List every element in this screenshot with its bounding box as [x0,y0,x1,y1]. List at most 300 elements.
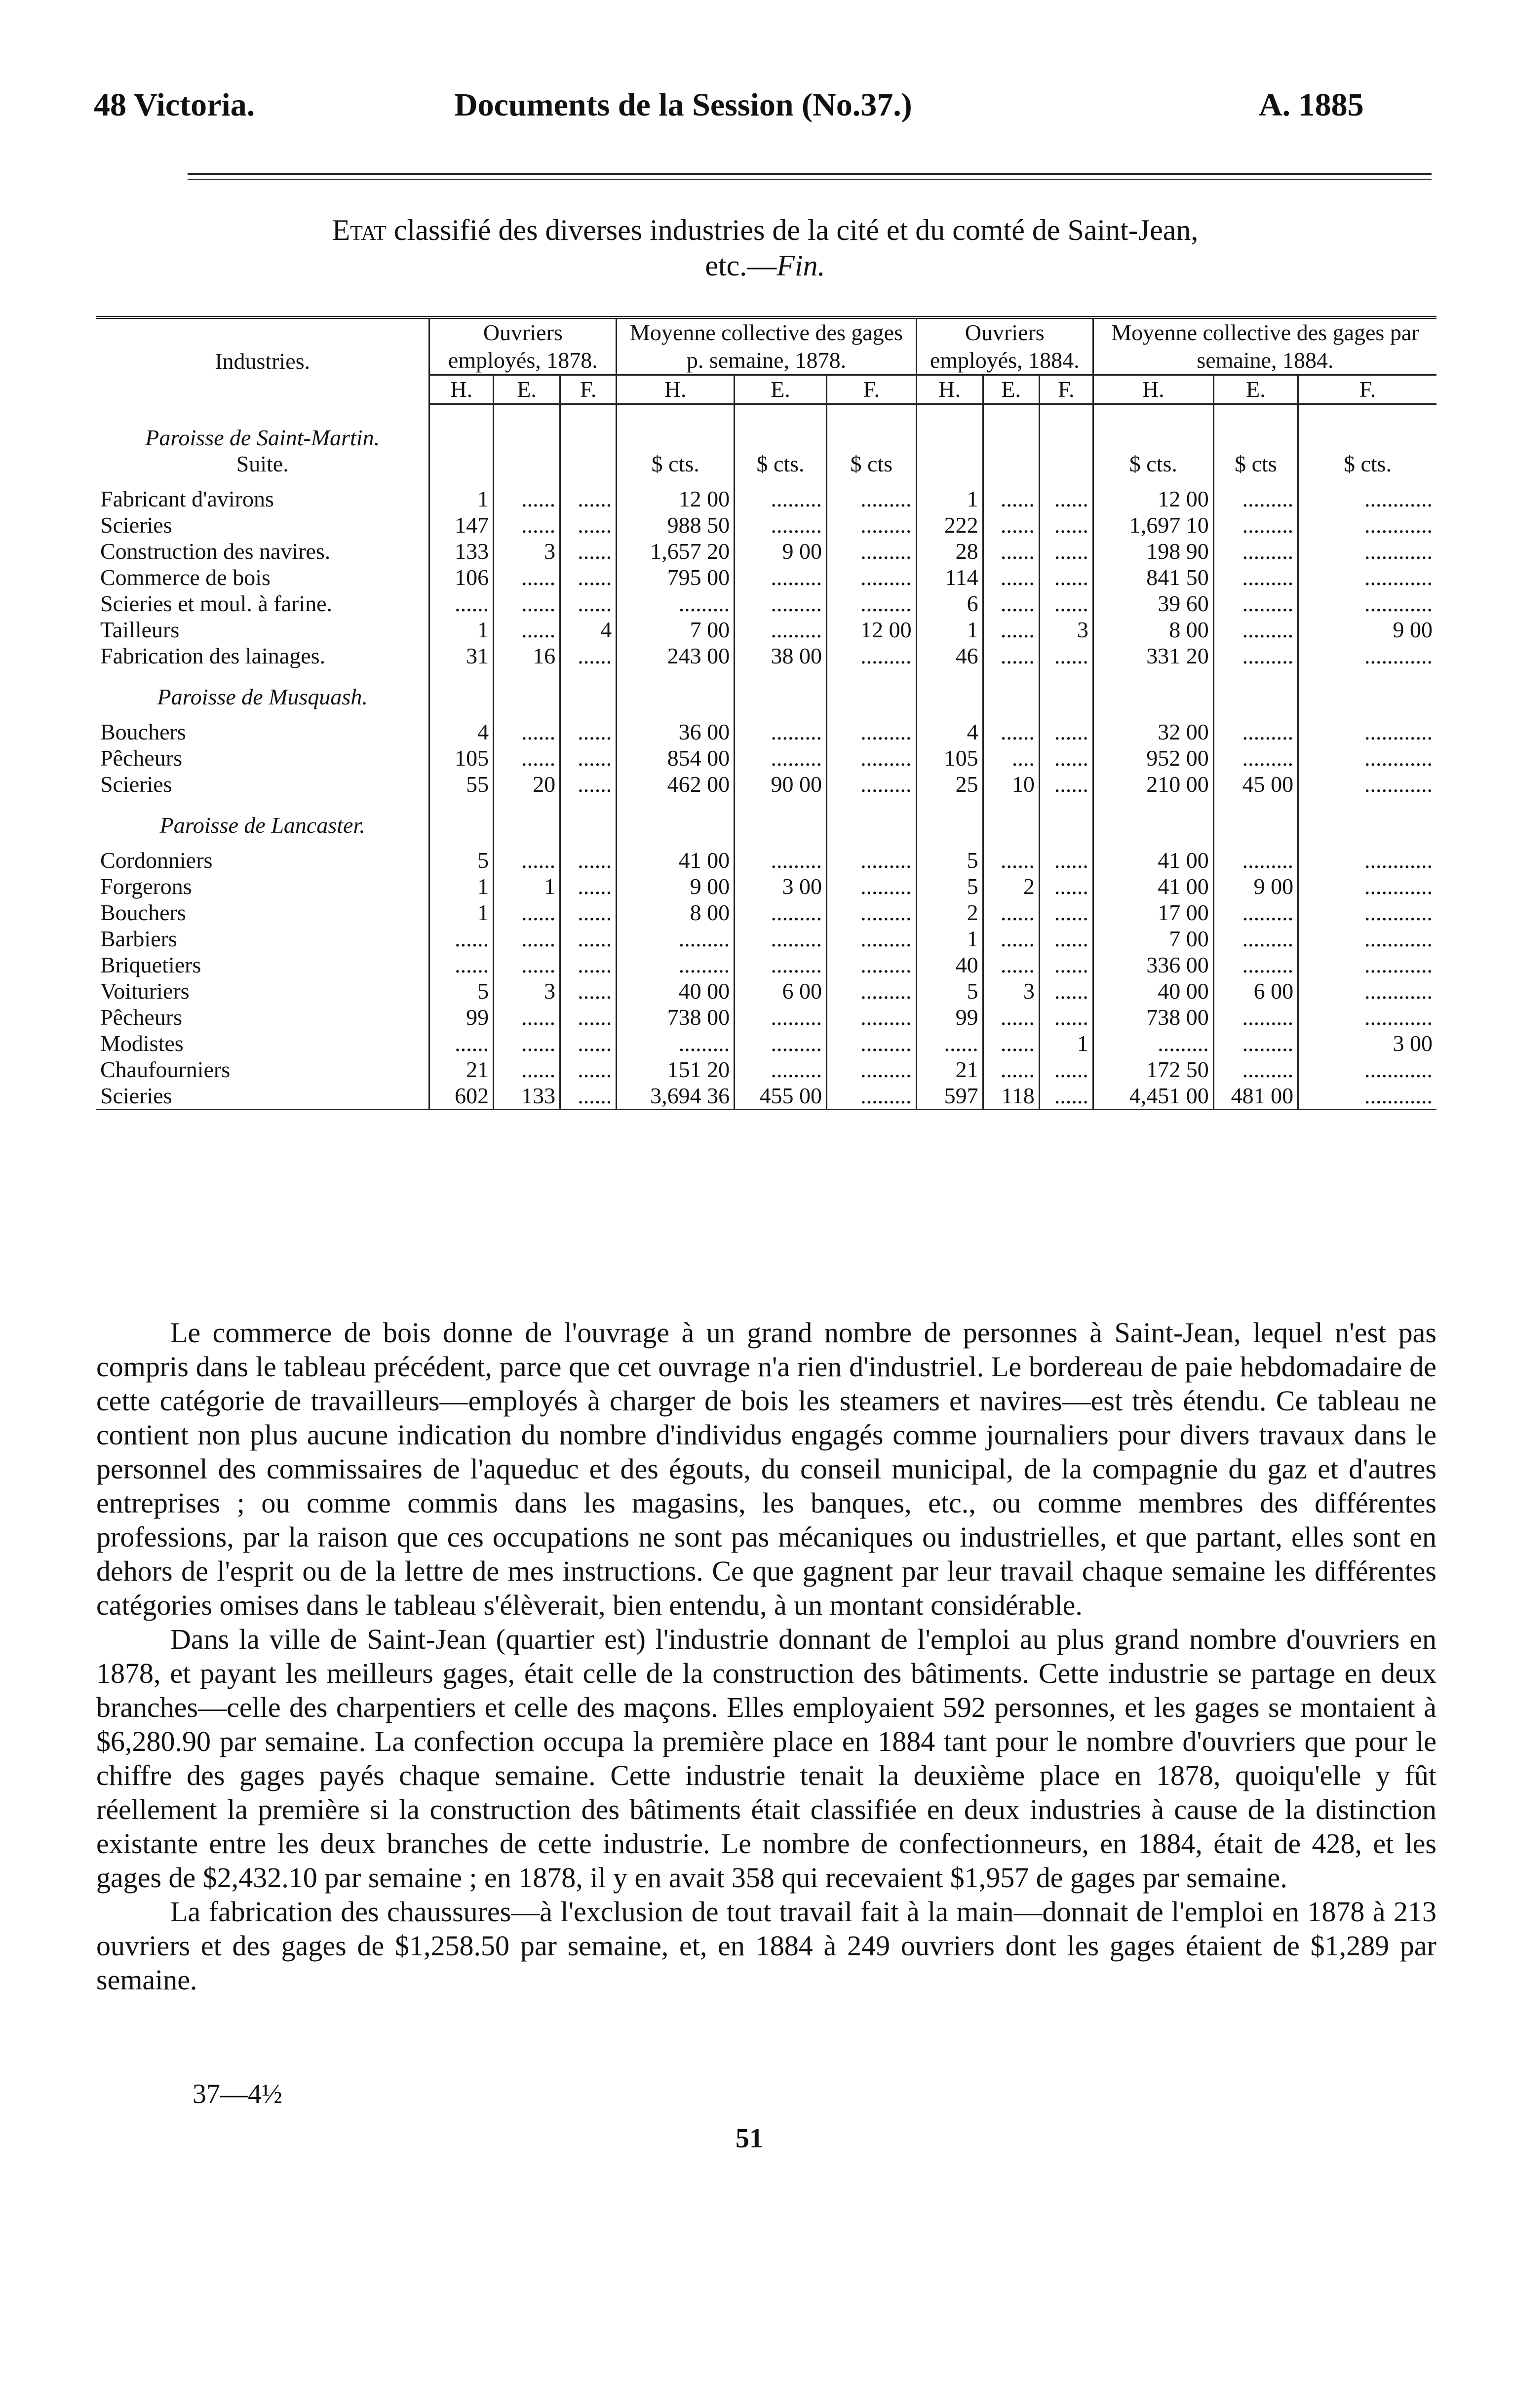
table-cell: ............ [1364,772,1433,797]
table-cell: ............ [1298,1083,1436,1110]
industry-label: Voituriers [96,978,429,1004]
industry-label: Fabricant d'avirons [96,486,429,512]
table-cell: ............ [1364,512,1433,538]
table-cell: ...... [560,486,617,512]
table-row [96,1056,1436,1083]
table-cell: 222 [916,512,983,538]
table-cell: 36 00 [617,719,735,745]
table-cell: ............ [1364,643,1433,668]
table-cell: ......... [826,1004,916,1030]
table-cell: ...... [983,617,1039,643]
table-cell: ......... [826,899,916,926]
table-cell: 795 00 [617,564,735,590]
col-gages-1878: Moyenne collective des gages p. semaine, 1878. [617,317,916,375]
table-cell: ............ [1364,1057,1433,1082]
table-cell: 8 00 [1093,617,1213,643]
table-cell: 12 00 [1093,486,1213,512]
col-e: E. [735,375,827,404]
table-row [96,643,1436,669]
table-cell: ......... [735,899,827,926]
page-number: 51 [736,2123,763,2154]
header-left: 48 Victoria. [94,87,255,123]
unit-label: $ cts [826,451,916,477]
table-cell: ......... [826,719,916,745]
table-cell: ...... [1039,512,1093,538]
table-cell: ...... [983,847,1039,873]
table-cell: ......... [826,978,916,1004]
industry-label: Bouchers [96,719,429,745]
table-row [96,847,1436,873]
table-cell: 1 [429,486,494,512]
table-cell: ...... [560,719,617,745]
table-cell: ...... [983,1056,1039,1083]
unit-label: $ cts. [1343,451,1392,476]
industry-label: Briquetiers [96,952,429,978]
spacer-row [96,710,1436,719]
table-cell: 1 [916,486,983,512]
col-f: F. [1039,375,1093,404]
table-cell: ......... [826,538,916,564]
table-cell: 597 [916,1083,983,1110]
header-rule-thin [188,179,1432,180]
table-cell: 455 00 [735,1083,827,1110]
col-e: E. [983,375,1039,404]
paragraph: La fabrication des chaussures—à l'exclusion de tout travail fait à la main—donnait de l'emploi en 1878 à 213 ouvriers et des gages de $1,258.50 par semaine, et, en 1884 à 249 ouvriers dont les gages étaient de $1,289 par semaine. [96,1896,1436,1996]
table-cell: 133 [494,1083,560,1110]
col-e: E. [1213,375,1298,404]
table-cell: ...... [494,617,560,643]
table-cell: ...... [560,926,617,952]
industries-table [96,316,1436,1110]
table-cell: 106 [429,564,494,590]
table-cell: ............ [1364,486,1433,511]
table-cell: ...... [560,564,617,590]
table-cell: ......... [826,643,916,669]
table-cell: 952 00 [1093,745,1213,771]
table-cell: ......... [826,771,916,797]
table-cell: ...... [494,926,560,952]
table-cell: 988 50 [617,512,735,538]
table-cell: 5 [916,978,983,1004]
table-cell: ......... [826,512,916,538]
table-title [99,212,1432,283]
industry-label: Cordonniers [96,847,429,873]
table-cell: ...... [494,952,560,978]
table-row [96,1083,1436,1110]
table-cell: 5 [916,873,983,899]
table-cell: ............ [1364,900,1433,925]
table-cell: 3 [1039,617,1093,643]
table-cell: ......... [1213,847,1298,873]
table-cell: ...... [560,1083,617,1110]
title-line2b: Fin. [776,249,825,282]
table-cell: ...... [560,952,617,978]
table-cell: ......... [826,590,916,617]
table-cell: ...... [1039,847,1093,873]
header-rule [188,173,1432,175]
table-row [96,564,1436,590]
col-f: F. [826,375,916,404]
table-cell: ...... [1039,978,1093,1004]
table-row [96,926,1436,952]
unit-label: $ cts. [1093,451,1213,477]
industry-label: Fabrication des lainages. [96,643,429,669]
table-cell: 105 [429,745,494,771]
table-cell: ...... [494,1004,560,1030]
table-cell: ......... [1213,1004,1298,1030]
table-cell: 40 00 [617,978,735,1004]
table-cell: 3 00 [1393,1031,1433,1056]
table-cell: ...... [429,926,494,952]
table-cell: ......... [735,745,827,771]
table-cell: 7 00 [617,617,735,643]
table-cell: 39 60 [1093,590,1213,617]
table-cell: 41 00 [1093,847,1213,873]
prose [96,1316,1436,1997]
table-cell: 9 00 [735,538,827,564]
table-cell: 1 [494,873,560,899]
col-h: H. [617,375,735,404]
table-cell: ...... [983,719,1039,745]
table-cell: ............ [1364,565,1433,590]
table-cell: ......... [1213,590,1298,617]
section-name: Paroisse de Musquash. [96,684,429,710]
table-cell: ...... [560,873,617,899]
table-cell: 198 90 [1093,538,1213,564]
table-cell: ......... [1213,899,1298,926]
table-cell: 331 20 [1093,643,1213,669]
table-cell: 21 [916,1056,983,1083]
table-cell: ...... [1039,486,1093,512]
table-cell: 1 [916,926,983,952]
table-row [96,719,1436,745]
table-cell: ...... [560,1004,617,1030]
section-name: Paroisse de Saint-Martin. [96,425,429,451]
table-cell: ......... [735,1030,827,1056]
table-cell: 243 00 [617,643,735,669]
table-cell: 147 [429,512,494,538]
table-cell: 738 00 [1093,1004,1213,1030]
table-cell: ......... [826,564,916,590]
table-cell: 40 [916,952,983,978]
col-ouvriers-1878: Ouvriers employés, 1878. [429,317,617,375]
table-cell: ............ [1364,952,1433,977]
table-cell: 9 00 [617,873,735,899]
spacer-row [96,404,1436,425]
spacer-row [96,669,1436,684]
col-h: H. [1093,375,1213,404]
table-row [96,873,1436,899]
table-cell: 1 [429,617,494,643]
table-cell: ...... [1039,1083,1093,1110]
table-cell: 118 [983,1083,1039,1110]
table-cell: 32 00 [1093,719,1213,745]
title-text: classifié des diverses industries de la cité et du comté de Saint-Jean, [386,214,1199,246]
title-lead: Etat [332,214,387,246]
table-cell: ......... [735,1056,827,1083]
table-cell: ...... [983,1004,1039,1030]
table-cell: ...... [1039,873,1093,899]
table-row [96,538,1436,564]
table-cell: ...... [983,952,1039,978]
table-cell: ...... [1039,564,1093,590]
table-cell: ...... [983,590,1039,617]
table-cell: 4 [916,719,983,745]
section-row [96,425,1436,451]
table-cell: ......... [826,1056,916,1083]
table-cell: 3 00 [735,873,827,899]
table-cell: 12 00 [826,617,916,643]
table-cell: ...... [1039,719,1093,745]
unit-label: $ cts. [617,451,735,477]
table-cell: ...... [429,1030,494,1056]
table-cell: 55 [429,771,494,797]
table-cell: 151 20 [617,1056,735,1083]
table-cell: ......... [735,847,827,873]
table-cell: 1,657 20 [617,538,735,564]
signature-mark: 37—4½ [193,2079,282,2109]
table-cell: 40 00 [1093,978,1213,1004]
table-cell: ...... [560,643,617,669]
table-cell: 172 50 [1093,1056,1213,1083]
table-cell: ......... [735,952,827,978]
table-cell: ...... [494,719,560,745]
table-cell: ...... [983,1030,1039,1056]
table-cell: ...... [560,978,617,1004]
table-cell: ...... [983,643,1039,669]
table-cell: 9 00 [1213,873,1298,899]
table-cell: ...... [560,899,617,926]
table-cell: 602 [429,1083,494,1110]
table-cell: ...... [983,926,1039,952]
table-cell: ...... [983,899,1039,926]
table-cell: ...... [494,899,560,926]
table-cell: ...... [983,538,1039,564]
table-cell: 99 [916,1004,983,1030]
table-cell: 3,694 36 [617,1083,735,1110]
table-cell: ......... [1213,1056,1298,1083]
table-cell: ...... [560,512,617,538]
table-cell: 20 [494,771,560,797]
table-cell: ...... [1039,643,1093,669]
table-cell: 210 00 [1093,771,1213,797]
table-cell: 105 [916,745,983,771]
table-cell: ......... [1213,926,1298,952]
table-cell: ...... [983,564,1039,590]
table-cell: ......... [1213,538,1298,564]
table-cell: 1 [429,899,494,926]
table-cell: 841 50 [1093,564,1213,590]
table-cell: ......... [826,847,916,873]
table-cell: ......... [617,590,735,617]
table-cell: ......... [735,617,827,643]
table-cell: ............ [1364,719,1433,744]
table-cell: 25 [916,771,983,797]
industry-label: Pêcheurs [96,745,429,771]
table-row [96,745,1436,771]
table-cell: ............ [1364,874,1433,899]
table-cell: 3 [983,978,1039,1004]
table-cell: ...... [494,486,560,512]
table-cell: ......... [1213,486,1298,512]
table-cell: ......... [1213,1030,1298,1056]
table-cell: ......... [735,590,827,617]
table-cell: 6 [916,590,983,617]
table-cell: ...... [494,564,560,590]
table-row [96,771,1436,797]
table-cell: ...... [983,512,1039,538]
industry-label: Commerce de bois [96,564,429,590]
table-cell: 5 [916,847,983,873]
spacer-row [96,838,1436,847]
table-cell: ...... [494,745,560,771]
table-cell: ......... [826,745,916,771]
table-cell: ......... [1213,745,1298,771]
table-cell: ......... [826,1030,916,1056]
industry-label: Pêcheurs [96,1004,429,1030]
table-cell: 3 [494,538,560,564]
table-cell: ...... [494,590,560,617]
col-e: E. [494,375,560,404]
table-cell: 17 00 [1093,899,1213,926]
table-cell: 1 [429,873,494,899]
table-cell: ......... [735,719,827,745]
table-cell: 4 [429,719,494,745]
table-cell: 738 00 [617,1004,735,1030]
title-line2a: etc.— [705,249,777,282]
table-cell: ...... [1039,1056,1093,1083]
spacer-row [96,477,1436,486]
col-f: F. [560,375,617,404]
table-cell: ...... [560,1056,617,1083]
table-cell: 7 00 [1093,926,1213,952]
table-cell: ...... [560,590,617,617]
table-cell: 9 00 [1393,617,1433,642]
industry-label: Scieries [96,512,429,538]
table-cell: .... [983,745,1039,771]
col-gages-1884: Moyenne collective des gages par semaine, 1884. [1093,317,1436,375]
table-cell: ...... [1039,771,1093,797]
table-row [96,590,1436,617]
table-cell: 90 00 [735,771,827,797]
col-industries: Industries. [96,317,429,404]
table-cell: ...... [494,512,560,538]
unit-label: $ cts. [735,451,827,477]
table-cell: ......... [735,1004,827,1030]
table-cell: 4 [560,617,617,643]
table-cell: 481 00 [1213,1083,1298,1110]
table-cell: ...... [1039,952,1093,978]
table-cell: ...... [560,538,617,564]
table-cell: ...... [983,486,1039,512]
industry-label: Construction des navires. [96,538,429,564]
table-row [96,952,1436,978]
table-cell: 1 [916,617,983,643]
table-cell: ...... [916,1030,983,1056]
table-cell: ......... [1213,512,1298,538]
table-cell: ......... [1213,564,1298,590]
table-cell: 4,451 00 [1093,1083,1213,1110]
table-cell: 2 [983,873,1039,899]
table-cell: ......... [1213,952,1298,978]
table-body [96,404,1436,1110]
table-cell: 46 [916,643,983,669]
industry-label: Bouchers [96,899,429,926]
section-row [96,684,1436,710]
section-name: Paroisse de Lancaster. [96,812,429,838]
table-cell: ......... [1213,719,1298,745]
paragraph: Le commerce de bois donne de l'ouvrage à un grand nombre de personnes à Saint-Jean, lequel n'est pas compris dans le tableau précédent, parce que cet ouvrage n'a rien d'industriel. Le bordereau de paie hebdomadaire de cette catégorie de travailleurs—employés à charger de bois les steamers et navires—est très étendu. Ce tableau ne contient non plus aucune indication du nombre d'individus engagés comme journaliers pour divers travaux dans le personnel des commissaires de l'aqueduc et des égouts, du conseil municipal, de la compagnie du gaz et d'autres entreprises ; ou comme commis dans les magasins, les banques, etc., ou comme membres des différentes professions, par la raison que ces occupations ne sont pas mécaniques ou industrielles, et que partant, elles sont en dehors de l'esprit ou de la lettre de mes instructions. Ce que gagnent par leur travail chaque semaine les différentes catégories omises dans le tableau s'élèverait, bien entendu, à un montant considérable. [96,1317,1436,1621]
table-cell: 38 00 [735,643,827,669]
table-cell: ............ [1364,926,1433,951]
table-cell: 10 [983,771,1039,797]
header-center: Documents de la Session (No.37.) [454,87,912,123]
section-sub-row [96,451,1436,477]
table-cell: ...... [1039,1004,1093,1030]
table-row [96,512,1436,538]
table-cell: 133 [429,538,494,564]
table-row [96,1004,1436,1030]
spacer-row [96,797,1436,812]
table-cell: 336 00 [1093,952,1213,978]
table-cell: ...... [560,745,617,771]
table-cell: ............ [1364,591,1433,616]
table-cell: ......... [826,926,916,952]
table-cell: ...... [560,771,617,797]
table-cell: 5 [429,978,494,1004]
table-cell: ...... [429,952,494,978]
table-cell: ............ [1364,539,1433,564]
table-row [96,978,1436,1004]
industry-label: Tailleurs [96,617,429,643]
table-cell: ...... [429,590,494,617]
table-cell: ......... [617,926,735,952]
table-cell: ...... [1039,899,1093,926]
table-cell: 5 [429,847,494,873]
table-cell: 6 00 [1213,978,1298,1004]
table-cell: 21 [429,1056,494,1083]
table-cell: ......... [735,926,827,952]
table-cell: ......... [735,512,827,538]
table-cell: 45 00 [1213,771,1298,797]
table-cell: ...... [560,847,617,873]
col-h: H. [429,375,494,404]
table-cell: ............ [1364,978,1433,1004]
table-cell: ......... [826,952,916,978]
table-cell: ......... [826,873,916,899]
header-right: A. 1885 [1259,87,1364,123]
table-cell: ......... [735,486,827,512]
table-cell: ............ [1364,1005,1433,1030]
table-cell: ...... [1039,745,1093,771]
table-row [96,899,1436,926]
table-cell: ...... [1039,590,1093,617]
table-cell: 1,697 10 [1093,512,1213,538]
table-cell: 1 [1039,1030,1093,1056]
table-cell: ...... [1039,538,1093,564]
table-cell: 114 [916,564,983,590]
industry-label: Forgerons [96,873,429,899]
paragraph: Dans la ville de Saint-Jean (quartier est) l'industrie donnant de l'emploi au plus grand nombre d'ouvriers en 1878, et payant les meilleurs gages, était celle de la construction des bâtiments. Cette industrie se partage en deux branches—celle des charpentiers et celle des maçons. Elles employaient 592 personnes, et les gages se montaient à $6,280.90 par semaine. La confection occupa la première place en 1884 tant pour le nombre d'ouvriers que pour le chiffre des gages payés chaque semaine. Cette industrie tenait la deuxième place en 1878, quoiqu'elle y fût réellement la première si la construction des bâtiments était classifiée en deux industries à cause de la distinction existante entre les deux branches de cette industrie. Le nombre de confectionneurs, en 1884, était de 428, et les gages de $2,432.10 par semaine ; en 1878, il y en avait 358 qui recevaient $1,957 de gages par semaine. [96,1623,1436,1894]
table-cell: ...... [494,847,560,873]
table-cell: ...... [1039,926,1093,952]
table-row [96,1030,1436,1056]
table-cell: 41 00 [1093,873,1213,899]
table-cell: ......... [826,486,916,512]
table-cell: 6 00 [735,978,827,1004]
col-f: F. [1298,375,1436,404]
table-cell: ............ [1364,745,1433,771]
